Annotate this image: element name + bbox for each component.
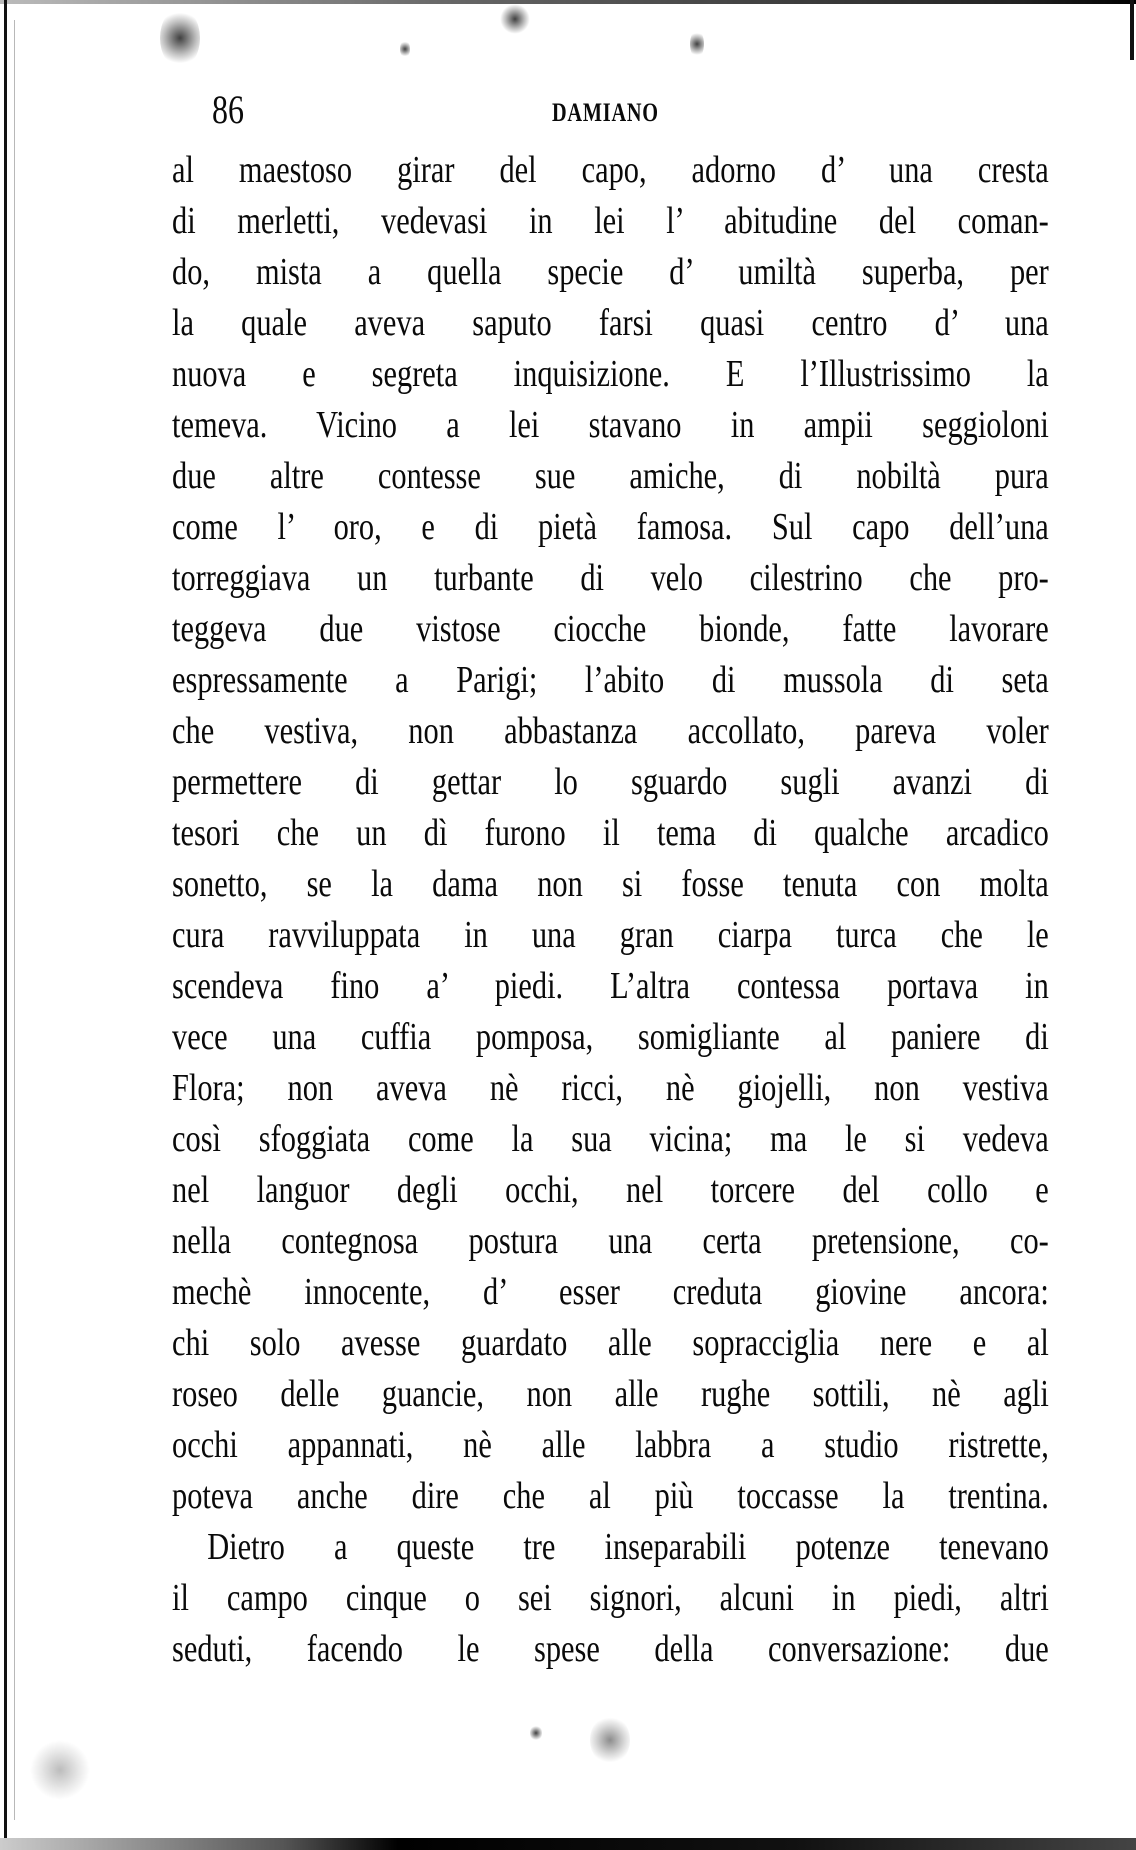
text-line: al maestoso girar del capo, adorno d’ una cresta bbox=[172, 149, 1049, 191]
text-line: sonetto, se la dama non si fosse tenuta con molta bbox=[172, 863, 1049, 905]
text-line: nella contegnosa postura una certa pretensione, co- bbox=[172, 1220, 1049, 1262]
ink-smudge bbox=[690, 30, 704, 58]
text-line: seduti, facendo le spese della conversazione: due bbox=[172, 1628, 1049, 1670]
ink-smudge bbox=[500, 4, 530, 34]
text-line: nel languor degli occhi, nel torcere del collo e bbox=[172, 1169, 1049, 1211]
text-line: poteva anche dire che al più toccasse la trentina. bbox=[172, 1475, 1049, 1517]
text-line: chi solo avesse guardato alle sopracciglia nere e al bbox=[172, 1322, 1049, 1364]
text-line: così sfoggiata come la sua vicina; ma le si vedeva bbox=[172, 1118, 1049, 1160]
text-line: roseo delle guancie, non alle rughe sottili, nè agli bbox=[172, 1373, 1049, 1415]
text-line: temeva. Vicino a lei stavano in ampii seggioloni bbox=[172, 404, 1049, 446]
text-line: tesori che un dì furono il tema di qualche arcadico bbox=[172, 812, 1049, 854]
text-line: vece una cuffia pomposa, somigliante al paniere di bbox=[172, 1016, 1049, 1058]
text-line: Dietro a queste tre inseparabili potenze tenevano bbox=[207, 1526, 1049, 1568]
text-line: di merletti, vedevasi in lei l’ abitudine del coman- bbox=[172, 200, 1049, 242]
text-line: occhi appannati, nè alle labbra a studio ristrette, bbox=[172, 1424, 1049, 1466]
body-text bbox=[172, 145, 1136, 1675]
scan-right-edge bbox=[1130, 0, 1134, 60]
text-line: do, mista a quella specie d’ umiltà superba, per bbox=[172, 251, 1049, 293]
text-line: permettere di gettar lo sguardo sugli avanzi di bbox=[172, 761, 1049, 803]
text-line: come l’ oro, e di pietà famosa. Sul capo dell’una bbox=[172, 506, 1049, 548]
page-number: 86 bbox=[212, 87, 244, 132]
running-head: DAMIANO bbox=[552, 98, 659, 127]
text-line: nuova e segreta inquisizione. E l’Illustrissimo la bbox=[172, 353, 1049, 395]
scan-top-edge bbox=[0, 0, 1136, 4]
ink-smudge bbox=[400, 40, 410, 58]
text-line: cura ravviluppata in una gran ciarpa turca che le bbox=[172, 914, 1049, 956]
text-line: teggeva due vistose ciocche bionde, fatte lavorare bbox=[172, 608, 1049, 650]
text-line: espressamente a Parigi; l’abito di mussola di seta bbox=[172, 659, 1049, 701]
ink-smudge bbox=[530, 1725, 542, 1741]
text-line: il campo cinque o sei signori, alcuni in piedi, altri bbox=[172, 1577, 1049, 1619]
text-line: la quale aveva saputo farsi quasi centro d’ una bbox=[172, 302, 1049, 344]
ink-smudge bbox=[160, 8, 200, 68]
scan-bottom-edge bbox=[0, 1838, 1136, 1850]
text-line: torreggiava un turbante di velo cilestrino che pro- bbox=[172, 557, 1049, 599]
text-line: scendeva fino a’ piedi. L’altra contessa portava in bbox=[172, 965, 1049, 1007]
text-line: mechè innocente, d’ esser creduta giovine ancora: bbox=[172, 1271, 1049, 1313]
text-line: che vestiva, non abbastanza accollato, pareva voler bbox=[172, 710, 1049, 752]
scan-left-edge bbox=[4, 0, 7, 1850]
ink-smudge bbox=[590, 1715, 630, 1765]
scan-left-edge-shadow bbox=[14, 20, 15, 1820]
text-line: due altre contesse sue amiche, di nobiltà pura bbox=[172, 455, 1049, 497]
ink-smudge bbox=[30, 1740, 90, 1800]
text-line: Flora; non aveva nè ricci, nè giojelli, non vestiva bbox=[172, 1067, 1049, 1109]
